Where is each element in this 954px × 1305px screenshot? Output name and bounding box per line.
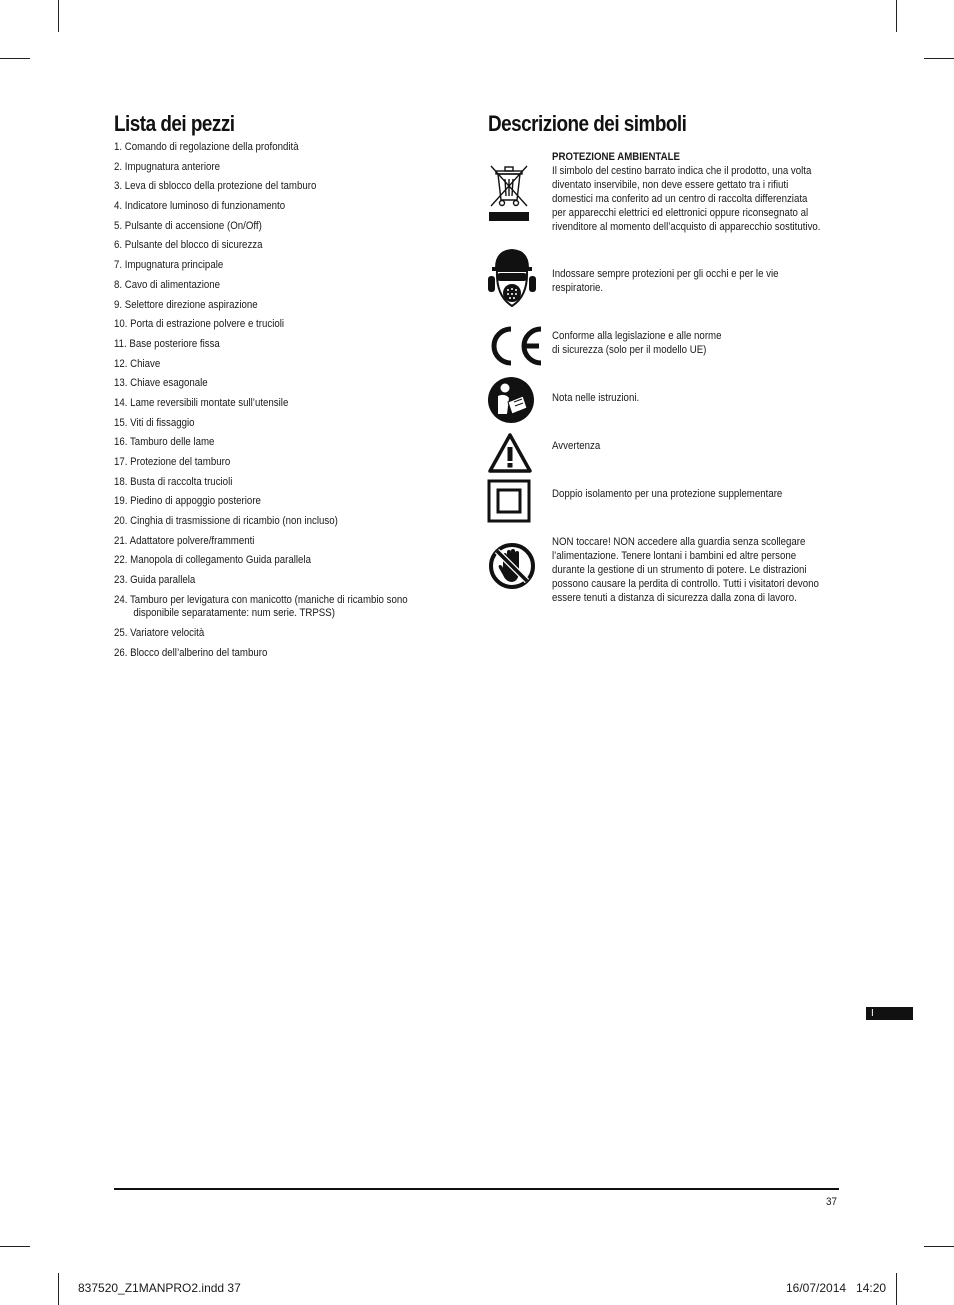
list-item: 22. Manopola di collegamento Guida parallela — [114, 554, 311, 567]
list-item-text: 24. Tamburo per levigatura con manicotto (maniche di ricambio sono — [114, 593, 408, 606]
crop-mark — [58, 0, 59, 32]
text-line: Avvertenza — [552, 440, 601, 452]
slug-file-info: 837520_Z1MANPRO2.indd 37 — [78, 1281, 241, 1295]
text-line: domestici ma conferito ad un centro di raccolta differenziata — [552, 193, 808, 205]
list-item: 17. Protezione del tamburo — [114, 456, 231, 468]
ce-text — [552, 329, 842, 357]
ppe-text — [552, 267, 842, 295]
crop-mark — [0, 1246, 30, 1247]
list-item-continuation: disponibile separatamente: num serie. TRPSS) — [133, 607, 335, 620]
list-item: 14. Lame reversibili montate sull’utensile — [114, 396, 289, 409]
symbols-title: Descrizione dei simboli — [488, 111, 687, 136]
parts-list-title: Lista dei pezzi — [114, 111, 235, 136]
text-line: Doppio isolamento per una protezione supplementare — [552, 488, 783, 500]
list-item: 6. Pulsante del blocco di sicurezza — [114, 239, 263, 252]
warning-triangle-icon — [487, 432, 533, 474]
env-protection-text — [552, 150, 842, 234]
text-line: NON toccare! NON accedere alla guardia senza scollegare — [552, 536, 806, 548]
text-line: l’alimentazione. Tenere lontani i bambini ed altre persone — [552, 550, 797, 562]
text-line: rivenditore al momento dell’acquisto di apparecchio sostitutivo. — [552, 221, 821, 233]
text-line: durante la gestione di un strumento di potere. Le distrazioni — [552, 564, 807, 576]
no-touch-text — [552, 535, 842, 605]
crop-mark — [896, 0, 897, 32]
list-item: 16. Tamburo delle lame — [114, 436, 215, 449]
list-item: 9. Selettore direzione aspirazione — [114, 298, 258, 311]
crop-mark — [924, 1246, 954, 1247]
list-item: 11. Base posteriore fissa — [114, 337, 220, 350]
text-line: Indossare sempre protezioni per gli occhi e per le vie — [552, 268, 779, 280]
crop-mark — [58, 1273, 59, 1305]
text-line: Il simbolo del cestino barrato indica che il prodotto, una volta — [552, 165, 812, 177]
list-item: 23. Guida parallela — [114, 574, 196, 587]
list-item: 25. Variatore velocità — [114, 627, 205, 639]
list-item: 12. Chiave — [114, 357, 161, 370]
footer-rule — [114, 1188, 839, 1190]
list-item: 15. Viti di fissaggio — [114, 416, 195, 429]
list-item: 19. Piedino di appoggio posteriore — [114, 495, 261, 508]
list-item: 18. Busta di raccolta trucioli — [114, 475, 233, 488]
crossed-bin-icon — [487, 162, 531, 224]
text-line: possono causare la perdita di controllo. Tutti i visitatori devono — [552, 578, 819, 590]
list-item: 10. Porta di estrazione polvere e trucioli — [114, 318, 285, 331]
text-line: essere tenuti a distanza di sicurezza dalla zona di lavoro. — [552, 592, 797, 604]
parts-list — [114, 141, 444, 666]
env-protection-heading: PROTEZIONE AMBIENTALE — [552, 151, 680, 163]
manual-text — [552, 391, 842, 405]
language-tab — [866, 1007, 913, 1020]
list-item-24 — [114, 593, 408, 621]
list-item: 5. Pulsante di accensione (On/Off) — [114, 219, 262, 232]
safety-gear-icon — [487, 246, 537, 312]
list-item: 26. Blocco dell’alberino del tamburo — [114, 646, 268, 659]
list-item: 13. Chiave esagonale — [114, 377, 208, 390]
double-insulation-icon — [487, 479, 531, 523]
language-tab-label: I — [871, 1008, 874, 1019]
list-item: 2. Impugnatura anteriore — [114, 160, 221, 173]
list-item: 4. Indicatore luminoso di funzionamento — [114, 200, 286, 213]
list-item: 1. Comando di regolazione della profondità — [114, 141, 299, 153]
double-insulation-text — [552, 487, 842, 501]
ce-mark-icon — [487, 325, 545, 367]
list-item: 21. Adattatore polvere/frammenti — [114, 534, 255, 547]
list-item: 20. Cinghia di trasmissione di ricambio (non incluso) — [114, 515, 338, 528]
text-line: Conforme alla legislazione e alle norme — [552, 330, 722, 342]
text-line: diventato inservibile, non deve essere gettato tra i rifiuti — [552, 179, 789, 191]
text-line: respiratorie. — [552, 282, 604, 294]
slug-date-time: 16/07/2014 14:20 — [786, 1281, 887, 1295]
crop-mark — [924, 58, 954, 59]
warning-text — [552, 439, 842, 453]
read-manual-icon — [487, 376, 535, 424]
text-line: per apparecchi elettrici ed elettronici oppure riconsegnato al — [552, 207, 809, 219]
text-line: di sicurezza (solo per il modello UE) — [552, 344, 707, 356]
list-item: 3. Leva di sblocco della protezione del tamburo — [114, 180, 317, 193]
list-item: 8. Cavo di alimentazione — [114, 278, 221, 291]
crop-mark — [0, 58, 30, 59]
no-touch-icon — [487, 541, 537, 591]
page-number: 37 — [826, 1196, 838, 1208]
crop-mark — [896, 1273, 897, 1305]
list-item: 7. Impugnatura principale — [114, 259, 224, 272]
text-line: Nota nelle istruzioni. — [552, 392, 640, 404]
